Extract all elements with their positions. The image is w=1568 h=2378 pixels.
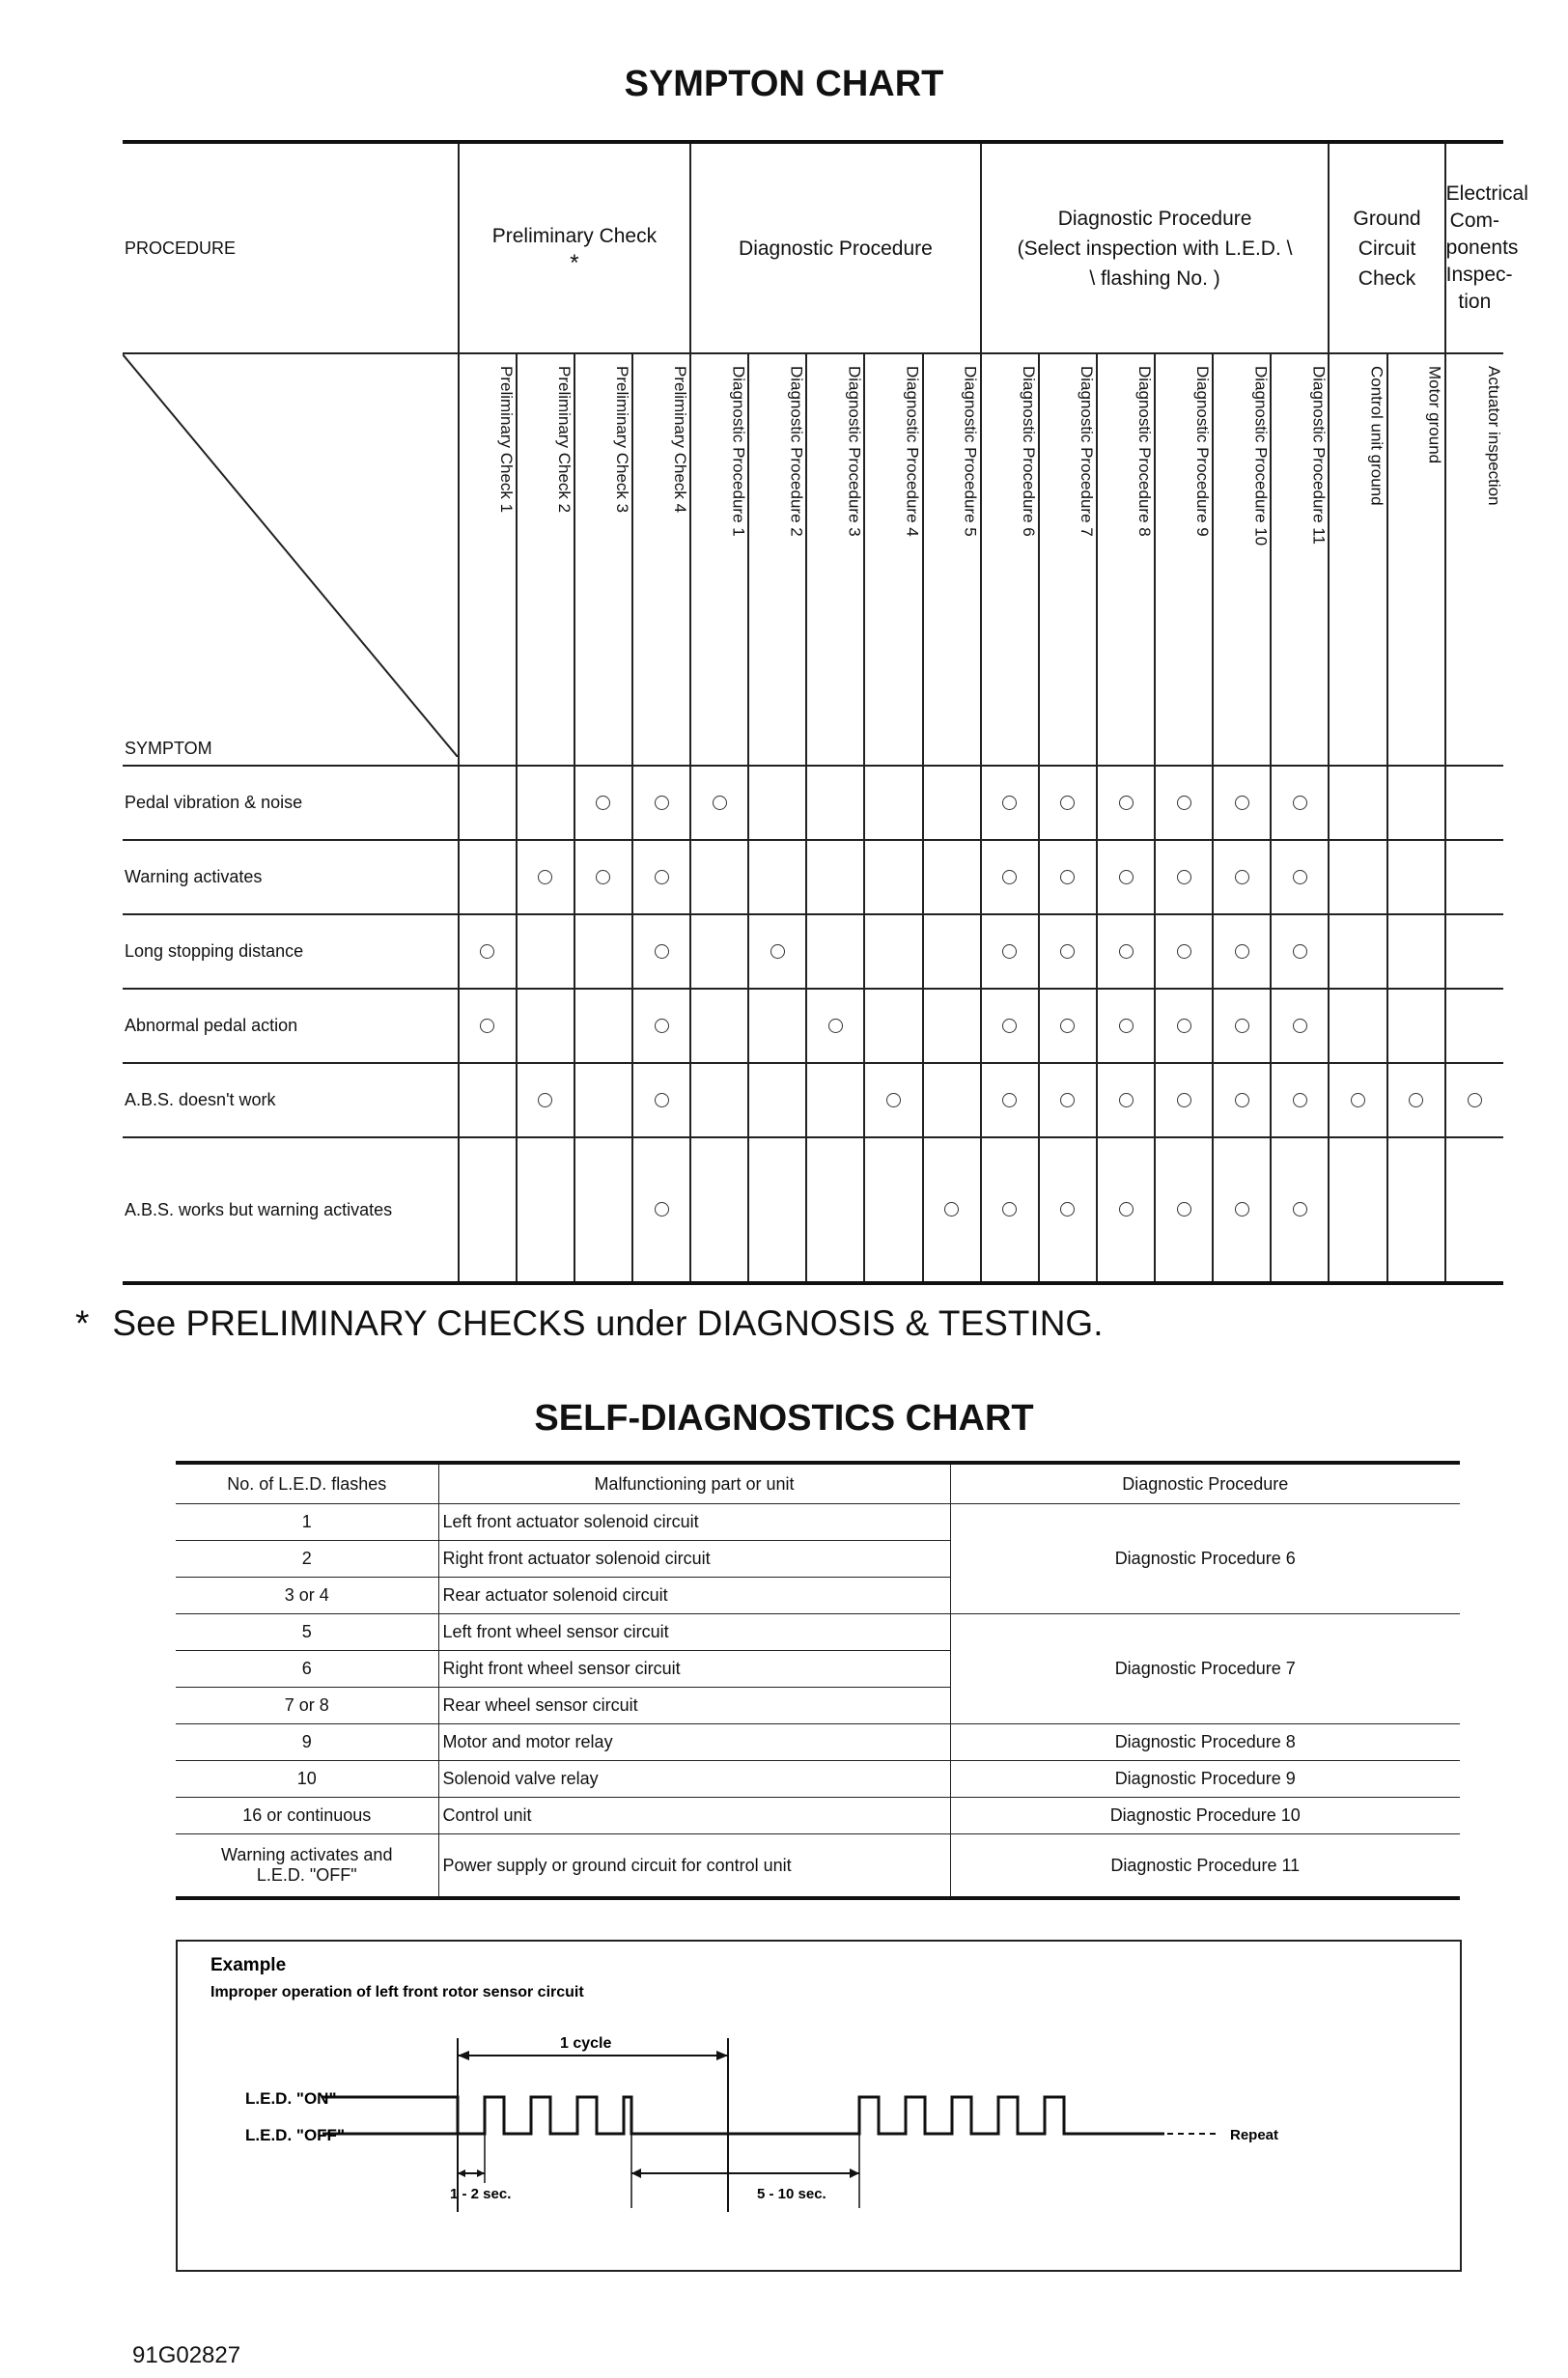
check-cell [923,914,981,989]
header-malfunctioning-part: Malfunctioning part or unit [438,1463,950,1504]
check-cell [1387,840,1445,914]
check-cell [1387,1063,1445,1137]
part-cell: Motor and motor relay [438,1724,950,1761]
circle-mark-icon [1002,1093,1017,1107]
circle-mark-icon [1351,1093,1365,1107]
check-cell [748,989,806,1063]
circle-mark-icon [1235,796,1249,810]
check-cell [459,840,517,914]
check-cell [1271,1063,1329,1137]
circle-mark-icon [1177,870,1191,884]
check-cell [1329,1137,1386,1283]
self-diagnostics-table [176,1461,1460,1900]
arrowhead-icon [850,2168,859,2178]
check-cell [864,989,922,1063]
circle-mark-icon [944,1202,959,1217]
led-flashes-cell: 16 or continuous [176,1798,438,1834]
group-led-diagnostic: Diagnostic Procedure (Select inspection with L.E.D. \ \ flashing No. ) [981,142,1330,353]
symptom-name: A.B.S. doesn't work [123,1063,459,1137]
procedure-cell: Diagnostic Procedure 10 [950,1798,1460,1834]
circle-mark-icon [480,944,494,959]
diagonal-header-cell [123,353,459,766]
part-cell: Rear actuator solenoid circuit [438,1578,950,1614]
circle-mark-icon [655,1202,669,1217]
check-cell [517,1063,574,1137]
circle-mark-icon [1002,796,1017,810]
check-cell [748,914,806,989]
circle-mark-icon [1060,870,1075,884]
column-header: Diagnostic Procedure 6 [981,353,1039,766]
check-cell [981,1137,1039,1283]
column-header: Preliminary Check 1 [459,353,517,766]
column-header: Diagnostic Procedure 3 [806,353,864,766]
column-header: Diagnostic Procedure 1 [690,353,748,766]
check-cell [806,766,864,840]
column-header: Preliminary Check 2 [517,353,574,766]
check-cell [1329,840,1386,914]
led-flashes-cell: 7 or 8 [176,1688,438,1724]
header-led-flashes: No. of L.E.D. flashes [176,1463,438,1504]
check-cell [981,766,1039,840]
circle-mark-icon [480,1019,494,1033]
symptom-name: Abnormal pedal action [123,989,459,1063]
circle-mark-icon [770,944,785,959]
check-cell [690,1063,748,1137]
circle-mark-icon [1060,796,1075,810]
check-cell [748,1063,806,1137]
check-cell [1271,914,1329,989]
check-cell [632,840,690,914]
check-cell [1213,989,1271,1063]
circle-mark-icon [886,1093,901,1107]
check-cell [1271,840,1329,914]
check-cell [864,766,922,840]
circle-mark-icon [1119,944,1134,959]
circle-mark-icon [1060,944,1075,959]
check-cell [1039,1063,1097,1137]
check-cell [1445,1063,1503,1137]
led-flashes-cell: 1 [176,1504,438,1541]
procedure-label: PROCEDURE [123,142,459,353]
check-cell [864,914,922,989]
check-cell [690,1137,748,1283]
check-cell [923,989,981,1063]
procedure-cell: Diagnostic Procedure 8 [950,1724,1460,1761]
circle-mark-icon [1060,1202,1075,1217]
check-cell [748,1137,806,1283]
procedure-cell: Diagnostic Procedure 11 [950,1834,1460,1899]
symptom-row [123,1137,1503,1283]
led-flashes-cell: 5 [176,1614,438,1651]
symptom-name: Long stopping distance [123,914,459,989]
symptom-row [123,840,1503,914]
self-diagnostics-title: SELF-DIAGNOSTICS CHART [534,1398,1034,1439]
check-cell [517,840,574,914]
check-cell [517,1137,574,1283]
check-cell [1039,914,1097,989]
circle-mark-icon [1060,1019,1075,1033]
part-cell: Solenoid valve relay [438,1761,950,1798]
symptom-chart-title: SYMPTON CHART [624,64,944,104]
group-diagnostic-procedure: Diagnostic Procedure [690,142,981,353]
circle-mark-icon [1235,944,1249,959]
column-header: Diagnostic Procedure 9 [1155,353,1213,766]
cycle-label: 1 cycle [560,2035,612,2052]
short-interval-label: 1 - 2 sec. [450,2186,512,2202]
led-flashes-cell: 10 [176,1761,438,1798]
check-cell [1387,989,1445,1063]
circle-mark-icon [1293,1202,1307,1217]
check-cell [574,840,632,914]
circle-mark-icon [655,870,669,884]
check-cell [1039,766,1097,840]
check-cell [1213,1063,1271,1137]
procedure-cell: Diagnostic Procedure 6 [950,1504,1460,1614]
check-cell [864,1063,922,1137]
check-cell [1445,766,1503,840]
part-cell: Left front wheel sensor circuit [438,1614,950,1651]
arrowhead-icon [631,2168,641,2178]
footnote-text: See PRELIMINARY CHECKS under DIAGNOSIS & TESTING. [112,1303,1104,1343]
led-off-label: L.E.D. "OFF" [245,2126,346,2144]
circle-mark-icon [538,870,552,884]
check-cell [690,766,748,840]
group-ground-circuit-check: Ground Circuit Check [1329,142,1444,353]
check-cell [1097,1137,1155,1283]
check-cell [459,1063,517,1137]
procedure-cell: Diagnostic Procedure 9 [950,1761,1460,1798]
circle-mark-icon [655,1093,669,1107]
column-header: Actuator inspection [1445,353,1503,766]
check-cell [1329,989,1386,1063]
circle-mark-icon [1235,1202,1249,1217]
check-cell [1387,1137,1445,1283]
check-cell [806,989,864,1063]
circle-mark-icon [596,870,610,884]
symptom-name: Pedal vibration & noise [123,766,459,840]
circle-mark-icon [1177,1019,1191,1033]
part-cell: Left front actuator solenoid circuit [438,1504,950,1541]
check-cell [1155,914,1213,989]
check-cell [690,840,748,914]
check-cell [632,766,690,840]
check-cell [632,1063,690,1137]
star-mark: * [570,249,579,276]
circle-mark-icon [655,1019,669,1033]
arrowhead-icon [458,2051,469,2060]
circle-mark-icon [1177,796,1191,810]
check-cell [1445,914,1503,989]
check-cell [1213,914,1271,989]
symptom-row [123,989,1503,1063]
arrowhead-icon [716,2051,728,2060]
long-interval-label: 5 - 10 sec. [757,2186,826,2202]
circle-mark-icon [538,1093,552,1107]
check-cell [864,840,922,914]
circle-mark-icon [1293,796,1307,810]
check-cell [1271,989,1329,1063]
check-cell [1329,766,1386,840]
check-cell [517,766,574,840]
check-cell [1097,766,1155,840]
check-cell [806,914,864,989]
circle-mark-icon [1293,1019,1307,1033]
check-cell [517,989,574,1063]
check-cell [1329,914,1386,989]
check-cell [981,989,1039,1063]
check-cell [1271,766,1329,840]
circle-mark-icon [1293,944,1307,959]
example-title: Example [210,1955,287,1975]
check-cell [923,1137,981,1283]
check-cell [1097,989,1155,1063]
arrowhead-icon [458,2169,465,2177]
check-cell [748,840,806,914]
circle-mark-icon [1002,1202,1017,1217]
check-cell [806,840,864,914]
circle-mark-icon [596,796,610,810]
led-timing-diagram [178,1942,1460,2270]
symptom-row [123,766,1503,840]
check-cell [1097,1063,1155,1137]
part-cell: Rear wheel sensor circuit [438,1688,950,1724]
check-cell [923,766,981,840]
circle-mark-icon [655,796,669,810]
check-cell [632,1137,690,1283]
column-header: Motor ground [1387,353,1445,766]
symptom-row [123,1063,1503,1137]
check-cell [1213,840,1271,914]
check-cell [1155,766,1213,840]
check-cell [459,914,517,989]
group-preliminary-check: Preliminary Check * [459,142,690,353]
check-cell [632,989,690,1063]
check-cell [981,1063,1039,1137]
footnote [75,1303,1103,1344]
symptom-row [123,914,1503,989]
led-flashes-cell: Warning activates and L.E.D. "OFF" [176,1834,438,1899]
circle-mark-icon [1119,796,1134,810]
check-cell [923,1063,981,1137]
check-cell [1097,914,1155,989]
check-cell [1039,840,1097,914]
column-header: Diagnostic Procedure 2 [748,353,806,766]
check-cell [690,914,748,989]
check-cell [574,1063,632,1137]
circle-mark-icon [1235,1093,1249,1107]
example-box [176,1940,1462,2272]
check-cell [1213,766,1271,840]
part-cell: Right front actuator solenoid circuit [438,1541,950,1578]
example-subtitle: Improper operation of left front rotor sensor circuit [210,1984,584,2000]
check-cell [1155,989,1213,1063]
check-cell [459,989,517,1063]
symptom-name: A.B.S. works but warning activates [123,1137,459,1283]
check-cell [1387,766,1445,840]
symptom-name: Warning activates [123,840,459,914]
check-cell [923,840,981,914]
check-cell [632,914,690,989]
circle-mark-icon [1060,1093,1075,1107]
circle-mark-icon [1235,1019,1249,1033]
check-cell [459,1137,517,1283]
circle-mark-icon [1002,1019,1017,1033]
column-header: Diagnostic Procedure 11 [1271,353,1329,766]
column-header: Diagnostic Procedure 8 [1097,353,1155,766]
circle-mark-icon [1177,1202,1191,1217]
part-cell: Right front wheel sensor circuit [438,1651,950,1688]
column-header: Diagnostic Procedure 4 [864,353,922,766]
check-cell [459,766,517,840]
circle-mark-icon [1293,1093,1307,1107]
check-cell [1329,1063,1386,1137]
check-cell [1039,1137,1097,1283]
check-cell [690,989,748,1063]
repeat-label: Repeat [1230,2127,1279,2143]
column-header: Diagnostic Procedure 5 [923,353,981,766]
check-cell [574,766,632,840]
footnote-star: * [75,1303,90,1343]
figure-code: 91G02827 [132,2342,241,2368]
check-cell [1155,840,1213,914]
column-header: Diagnostic Procedure 10 [1213,353,1271,766]
check-cell [1445,1137,1503,1283]
led-flashes-cell: 6 [176,1651,438,1688]
part-cell: Control unit [438,1798,950,1834]
circle-mark-icon [713,796,727,810]
part-cell: Power supply or ground circuit for control unit [438,1834,950,1899]
circle-mark-icon [828,1019,843,1033]
circle-mark-icon [655,944,669,959]
check-cell [574,1137,632,1283]
led-on-label: L.E.D. "ON" [245,2089,337,2108]
circle-mark-icon [1119,870,1134,884]
circle-mark-icon [1177,1093,1191,1107]
check-cell [1039,989,1097,1063]
circle-mark-icon [1002,944,1017,959]
symptom-label: SYMPTOM [125,739,212,758]
check-cell [748,766,806,840]
group-electrical-components: Electrical Com- ponents Inspec- tion [1445,142,1503,353]
column-header: Preliminary Check 3 [574,353,632,766]
circle-mark-icon [1119,1093,1134,1107]
led-flashes-cell: 2 [176,1541,438,1578]
check-cell [806,1137,864,1283]
circle-mark-icon [1119,1019,1134,1033]
check-cell [1213,1137,1271,1283]
circle-mark-icon [1119,1202,1134,1217]
check-cell [1155,1137,1213,1283]
led-waveform [322,2097,1164,2134]
check-cell [1445,989,1503,1063]
check-cell [1097,840,1155,914]
circle-mark-icon [1293,870,1307,884]
check-cell [1445,840,1503,914]
circle-mark-icon [1235,870,1249,884]
check-cell [1155,1063,1213,1137]
arrowhead-icon [477,2169,485,2177]
column-header: Diagnostic Procedure 7 [1039,353,1097,766]
check-cell [806,1063,864,1137]
symptom-chart-table [123,140,1528,1285]
header-diagnostic-procedure: Diagnostic Procedure [950,1463,1460,1504]
column-header: Control unit ground [1329,353,1386,766]
check-cell [574,989,632,1063]
led-flashes-cell: 3 or 4 [176,1578,438,1614]
check-cell [517,914,574,989]
diagonal-divider [123,354,458,757]
circle-mark-icon [1177,944,1191,959]
circle-mark-icon [1002,870,1017,884]
check-cell [574,914,632,989]
circle-mark-icon [1468,1093,1482,1107]
led-flashes-cell: 9 [176,1724,438,1761]
check-cell [981,840,1039,914]
check-cell [1387,914,1445,989]
circle-mark-icon [1409,1093,1423,1107]
check-cell [981,914,1039,989]
column-header: Preliminary Check 4 [632,353,690,766]
check-cell [864,1137,922,1283]
procedure-cell: Diagnostic Procedure 7 [950,1614,1460,1724]
check-cell [1271,1137,1329,1283]
